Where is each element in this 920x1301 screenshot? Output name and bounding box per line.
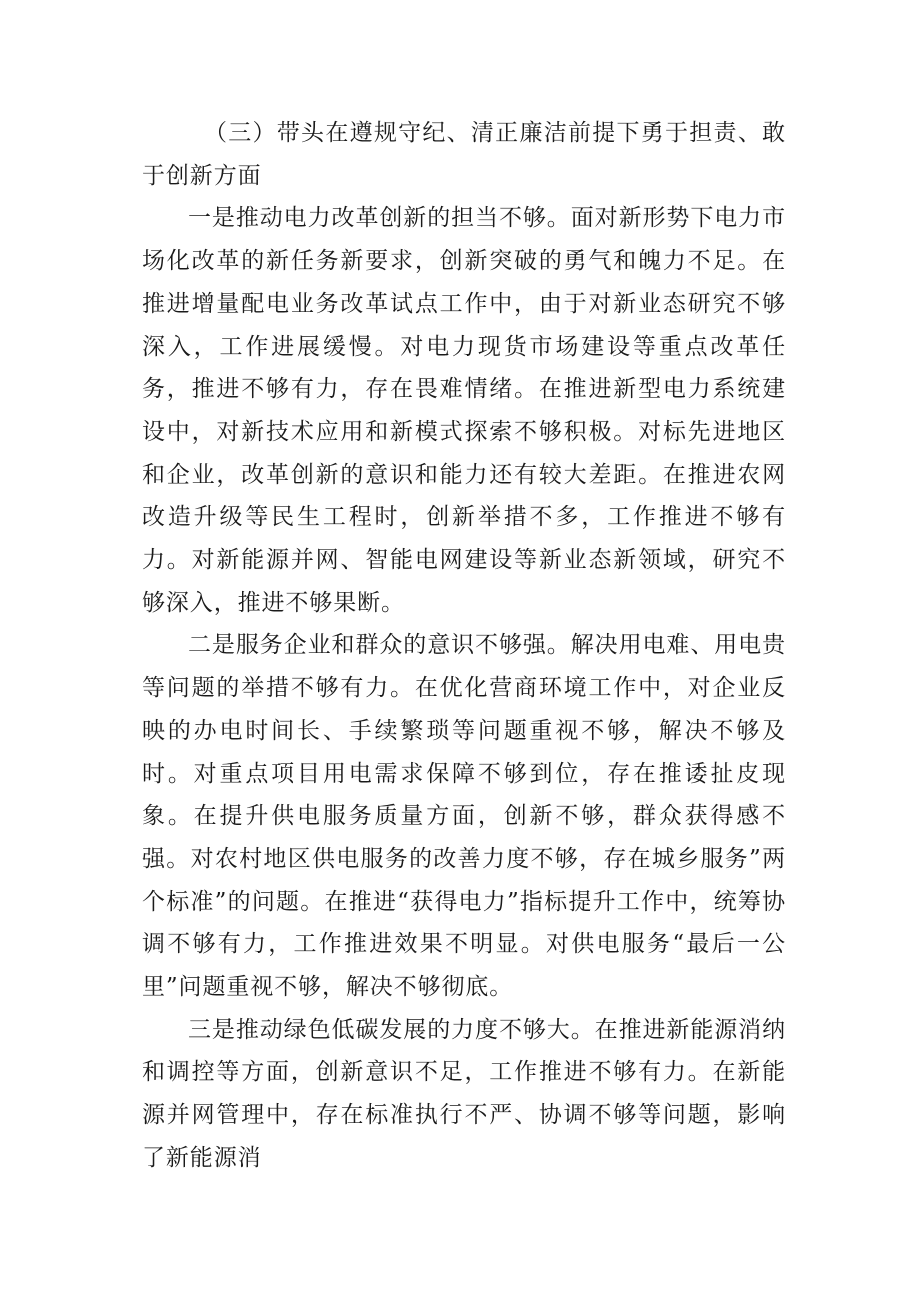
paragraph-green-development: 三是推动绿色低碳发展的力度不够大。在推进新能源消纳和调控等方面，创新意识不足，工作推进不够有力。在新能源并网管理中，存在标准执行不严、协调不够等问题，影响了新能源消 xyxy=(142,1016,786,1171)
section-heading: （三）带头在遵规守纪、清正廉洁前提下勇于担责、敢于创新方面 xyxy=(142,120,786,189)
paragraph-service-awareness: 二是服务企业和群众的意识不够强。解决用电难、用电贵等问题的举措不够有力。在优化营商环境工作中，对企业反映的办电时间长、手续繁琐等问题重视不够，解决不够及时。对重点项目用电需求保障不够到位，存在推诿扯皮现象。在提升供电服务质量方面，创新不够，群众获得感不强。对农村地区供电服务的改善力度不够，存在城乡服务”两个标准”的问题。在推进“获得电力”指标提升工作中，统筹协调不够有力，工作推进效果不明显。对供电服务“最后一公里”问题重视不够，解决不够彻底。 xyxy=(142,632,786,1001)
document-body xyxy=(142,112,786,1180)
paragraph-reform-innovation: 一是推动电力改革创新的担当不够。面对新形势下电力市场化改革的新任务新要求，创新突破的勇气和魄力不足。在推进增量配电业务改革试点工作中，由于对新业态研究不够深入，工作进展缓慢。对电力现货市场建设等重点改革任务，推进不够有力，存在畏难情绪。在推进新型电力系统建设中，对新技术应用和新模式探索不够积极。对标先进地区和企业，改革创新的意识和能力还有较大差距。在推进农网改造升级等民生工程时，创新举措不多，工作推进不够有力。对新能源并网、智能电网建设等新业态新领域，研究不够深入，推进不够果断。 xyxy=(142,205,786,616)
